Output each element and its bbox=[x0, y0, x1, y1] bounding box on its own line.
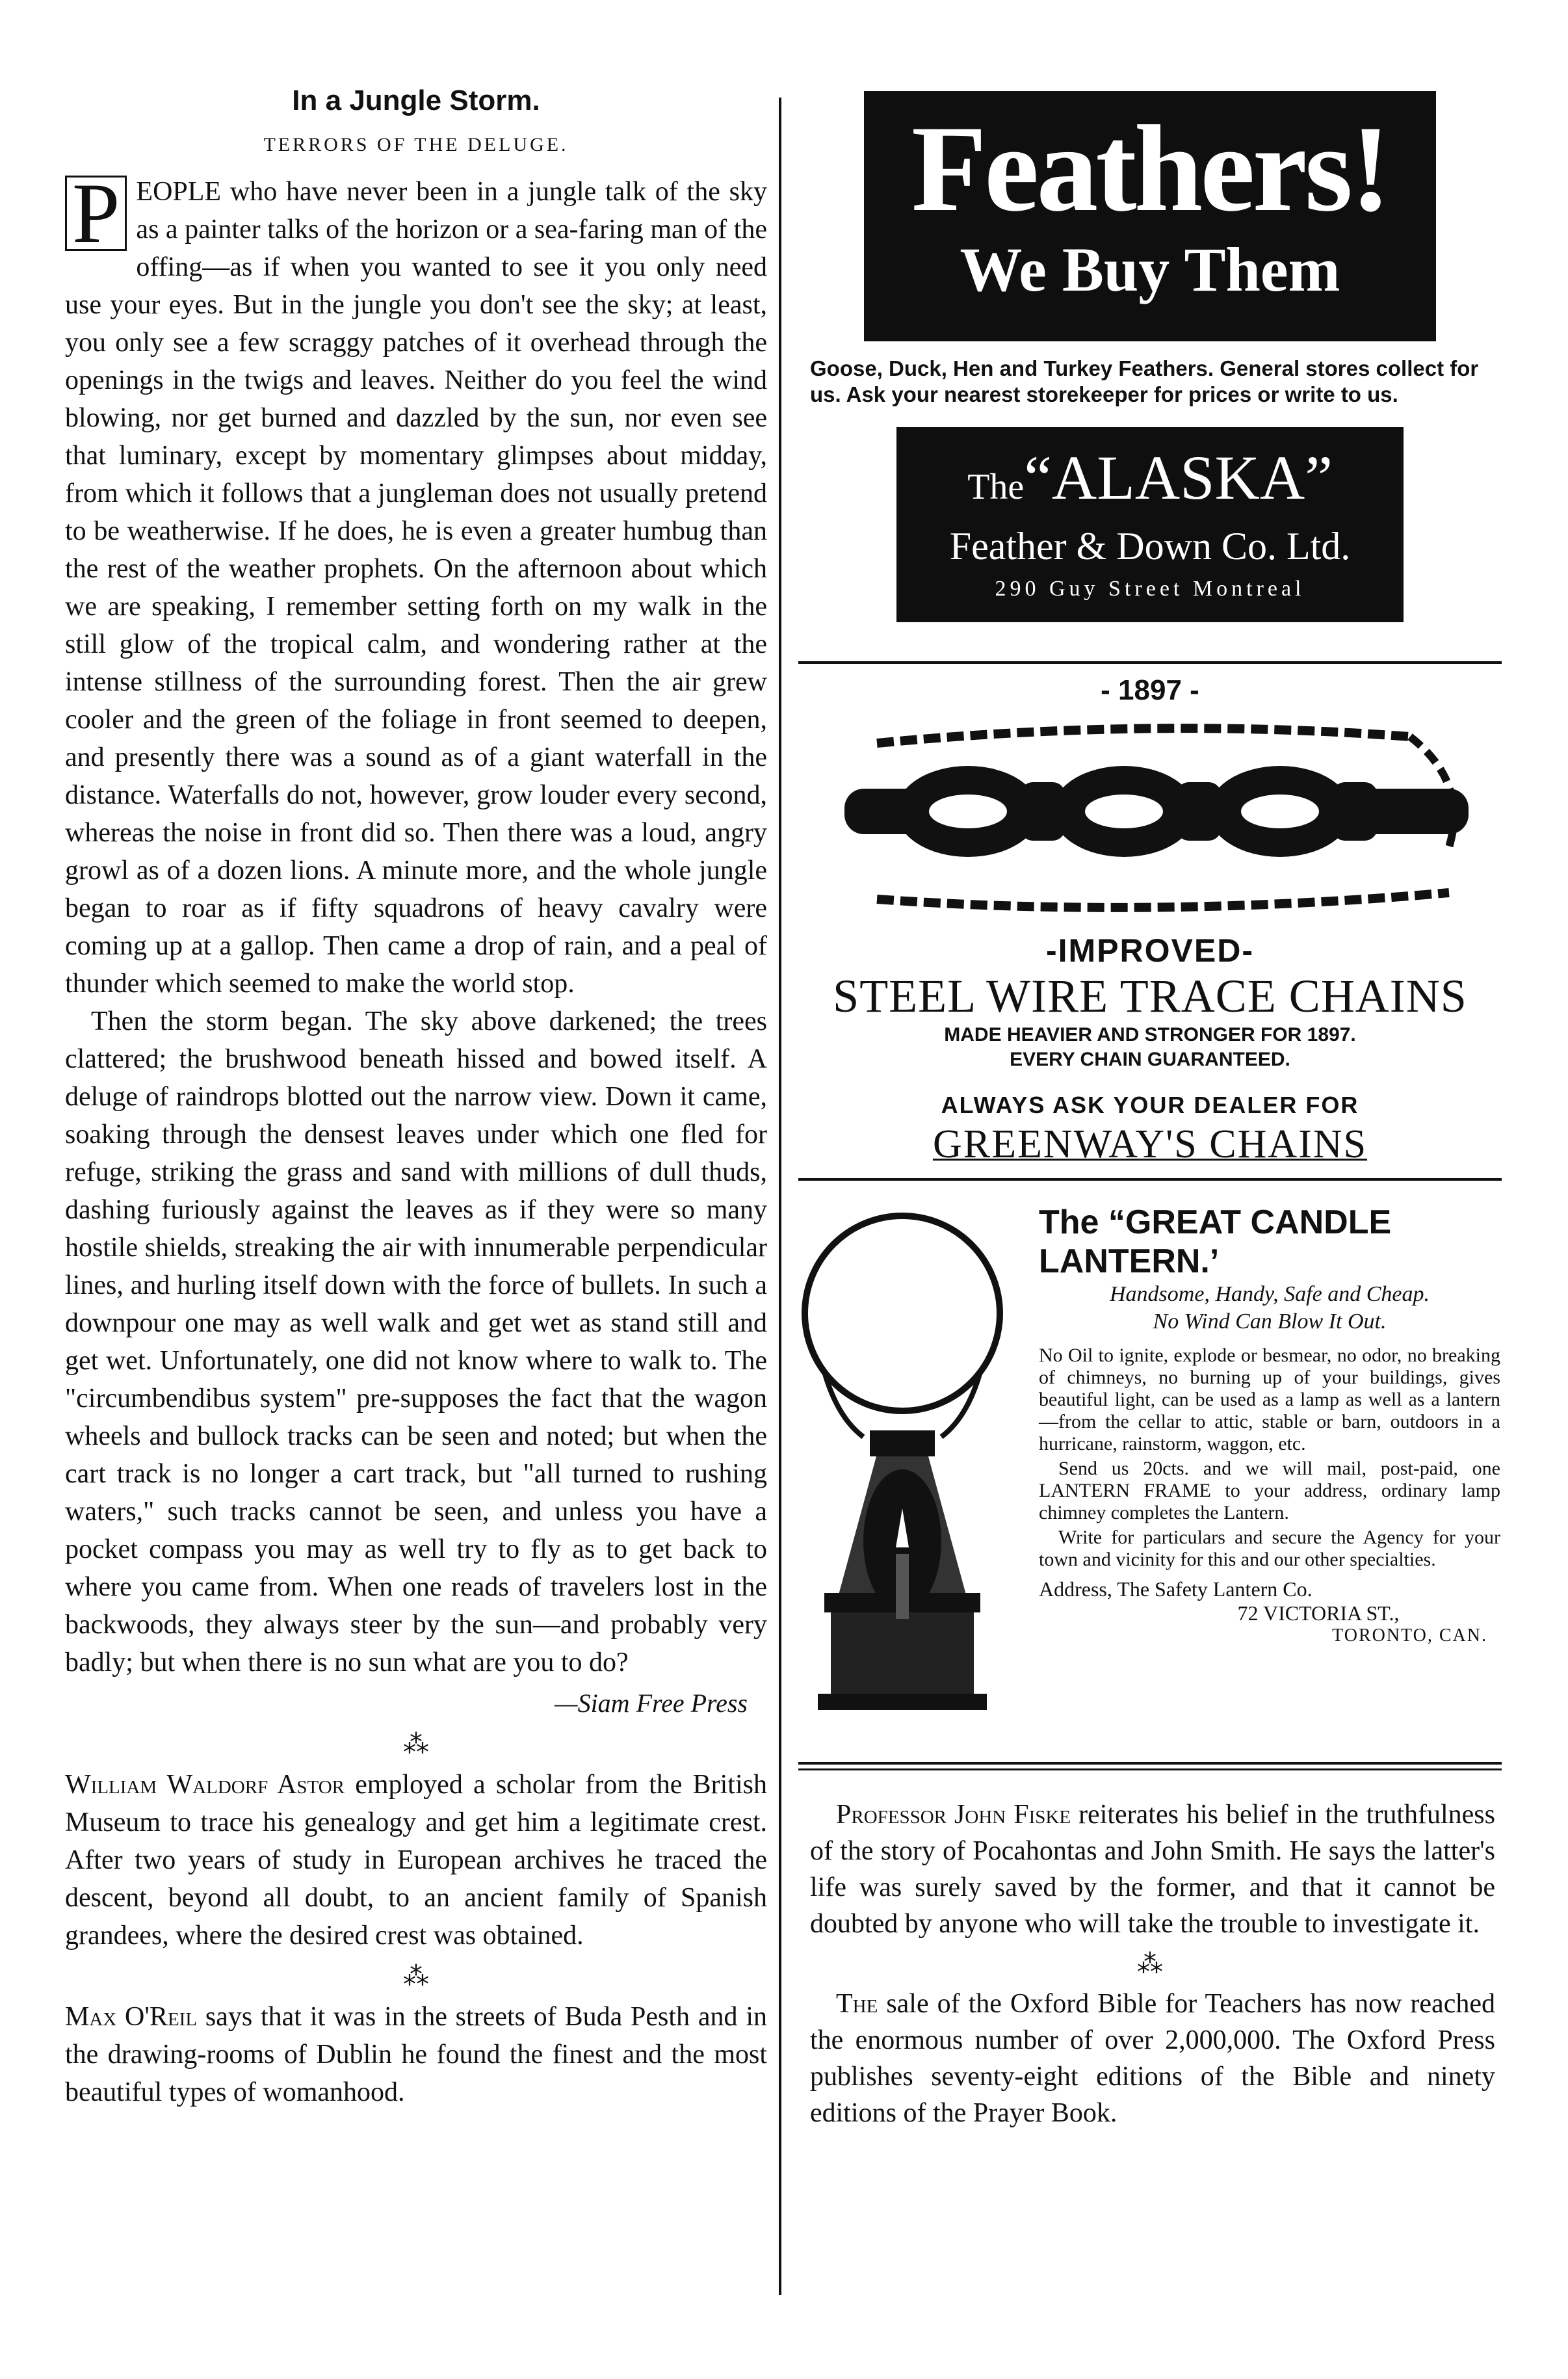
lantern-ad bbox=[798, 1190, 1502, 1762]
alaska-the: The bbox=[967, 467, 1025, 507]
ad-divider-thin bbox=[798, 1768, 1502, 1770]
alaska-name: “ALASKA” bbox=[1024, 443, 1333, 512]
orell-text: says that it was in the streets of Buda Pesth and in the drawing-rooms of Dublin he found the finest and the most beautiful types of womanhood. bbox=[65, 2002, 767, 2107]
feathers-banner bbox=[864, 91, 1436, 341]
article-subtitle: TERRORS OF THE DELUGE. bbox=[263, 134, 569, 155]
lantern-ad-body-3: Write for particulars and secure the Agency for your town and vicinity for this and our other specialties. bbox=[1039, 1527, 1500, 1570]
article-paragraph-2: Then the storm began. The sky above darkened; the trees clattered; the brushwood beneath hissed and bowed itself. A deluge of raindrops blotted out the narrow view. Down it came, soaking through the densest leaves under which one fled for refuge, striking the grass and sand with millions of dull thuds, dashing furiously against the leaves as if they were so many hostile shields, streaking the air with innumerable perpendicular lines, and hurling itself down with the force of bullets. In such a downpour one may as well walk and get wet as stand still and get wet. Unfortunately, one did not know where to walk to. The "circumbendibus system" pre-supposes the fact that the wagon wheels and bullock tracks can be seen and noted; but when the cart track is no longer a cart track, but "all turned to rushing waters," such tracks cannot be seen, and unless you have a pocket compass you may as well try to fly as to get back to where you came from. When one reads of travelers lost in the backwoods, they always steer by the sun—and probably very badly; but when there is no sun what are you to do? bbox=[65, 1006, 767, 1677]
chain-ad-always: ALWAYS ASK YOUR DEALER FOR bbox=[941, 1092, 1359, 1118]
ad-divider bbox=[798, 1178, 1502, 1181]
paragraph-1-text: EOPLE who have never been in a jungle talk of the sky as a painter talks of the horizon or a sea-faring man of the offing—as if when you wanted to see it you only need use your eyes. But in the jungle you don't see the sky; at least, you only see a few scraggy patches of it overhead through the openings in the twigs and leaves. Neither do you feel the wind blowing, nor get burned and dazzled by the sun, nor even see that luminary, except by momentary glimpses about midday, from which it follows that a jungleman does not usually pretend to be weatherwise. If he does, he is even a greater humbug than the rest of the weather prophets. On the afternoon about which we are speaking, I remember setting forth on my walk in the still glow of the tropical calm, and wondering rather at the intense stillness of the surrounding forest. Then the air grew cooler and the green of the foliage in front seemed to deepen, and presently there was a sound as of a giant waterfall in the distance. Waterfalls do not, however, grow louder every second, whereas the noise in front did so. Then there was a loud, angry growl as of a dozen lions. A minute more, and the whole jungle began to roar as if fifty squadrons of heavy cavalry were coming up at a gallop. Then came a drop of rain, and a peal of thunder which seemed to make the world stop. bbox=[65, 177, 767, 999]
section-separator: ⁂ bbox=[403, 1729, 429, 1759]
fiske-lead: Professor John Fiske bbox=[836, 1800, 1071, 1830]
chain-ad bbox=[798, 664, 1502, 1168]
lantern-ad-body-1: No Oil to ignite, explode or besmear, no odor, no breaking of chimneys, no burning up of your buildings, gives beautiful light, can be used as a lamp as well as a lantern—from the cellar to attic, stable or barn, outdoors in a hurricane, rainstorm, waggon, etc. bbox=[1039, 1345, 1500, 1454]
lantern-ad-tagline-1: Handsome, Handy, Safe and Cheap. bbox=[1109, 1282, 1430, 1306]
candle-lantern-illustration bbox=[798, 1203, 1026, 1723]
bible-note bbox=[798, 1986, 1502, 2131]
trace-chain-illustration bbox=[825, 711, 1475, 925]
ad-divider bbox=[798, 1762, 1502, 1765]
feathers-subhead: We Buy Them bbox=[960, 235, 1340, 304]
lantern-ad-address-city: TORONTO, CAN. bbox=[1332, 1625, 1487, 1646]
chain-ad-product: STEEL WIRE TRACE CHAINS bbox=[833, 970, 1467, 1022]
orell-lead: Max O'Reil bbox=[65, 2002, 198, 2032]
chain-ad-note-1: MADE HEAVIER AND STRONGER FOR 1897. bbox=[944, 1024, 1356, 1045]
astor-note bbox=[65, 1766, 767, 1954]
lantern-ad-title: The “GREAT CANDLE LANTERN.’ bbox=[1039, 1203, 1392, 1280]
feathers-description: Goose, Duck, Hen and Turkey Feathers. General stores collect for us. Ask your nearest storekeeper for prices or write to us. bbox=[810, 356, 1479, 406]
lantern-ad-body-2: Send us 20cts. and we will mail, post-paid, one LANTERN FRAME to your address, ordinary lamp chimney completes the Lantern. bbox=[1039, 1458, 1500, 1523]
article-body bbox=[65, 165, 767, 1681]
lantern-ad-address-label: Address, The Safety Lantern Co. bbox=[1039, 1577, 1313, 1601]
astor-text: employed a scholar from the British Museum to trace his genealogy and get him a legitimate crest. After two years of study in European archives he traced the descent, beyond all doubt, to an ancient family of Spanish grandees, where the desired crest was obtained. bbox=[65, 1770, 767, 1951]
article-title: In a Jungle Storm. bbox=[292, 85, 540, 116]
bible-text: sale of the Oxford Bible for Teachers has now reached the enormous number of over 2,000,000. The Oxford Press publishes seventy-eight editions of the Bible and ninety editions of the Prayer Book. bbox=[810, 1989, 1495, 2128]
feathers-headline: Feathers! bbox=[911, 101, 1389, 237]
chain-ad-brand: GREENWAY'S CHAINS bbox=[932, 1122, 1368, 1166]
right-column bbox=[798, 85, 1502, 2131]
chain-ad-note-2: EVERY CHAIN GUARANTEED. bbox=[1010, 1049, 1290, 1070]
article-paragraph-1 bbox=[65, 165, 767, 1003]
lantern-ad-text bbox=[1039, 1203, 1500, 1646]
section-separator: ⁂ bbox=[403, 1962, 429, 1991]
column-divider bbox=[779, 98, 781, 2295]
drop-cap: P bbox=[65, 176, 127, 251]
feathers-ad bbox=[798, 91, 1502, 622]
orell-note bbox=[65, 1998, 767, 2111]
lantern-ad-address-street: 72 VICTORIA ST., bbox=[1237, 1601, 1400, 1625]
astor-lead: William Waldorf Astor bbox=[65, 1770, 345, 1800]
section-separator: ⁂ bbox=[1137, 1949, 1163, 1978]
lantern-ad-body bbox=[1039, 1345, 1500, 1571]
alaska-company-banner bbox=[896, 427, 1404, 622]
left-column bbox=[65, 85, 767, 2111]
fiske-text: reiterates his belief in the truthfulness of the story of Pocahontas and John Smith. He says the latter's life was surely saved by the former, and that it cannot be doubted by anyone who will take the trouble to investigate it. bbox=[810, 1800, 1495, 1939]
bible-lead: The bbox=[836, 1989, 878, 2019]
chain-ad-year: - 1897 - bbox=[1101, 674, 1199, 706]
fiske-note bbox=[798, 1796, 1502, 1942]
lantern-ad-tagline-2: No Wind Can Blow It Out. bbox=[1153, 1309, 1387, 1334]
alaska-address: 290 Guy Street Montreal bbox=[995, 577, 1305, 601]
chain-ad-improved: -IMPROVED- bbox=[1046, 932, 1254, 969]
alaska-subtitle: Feather & Down Co. Ltd. bbox=[949, 525, 1351, 568]
article-source: —Siam Free Press bbox=[555, 1689, 748, 1718]
